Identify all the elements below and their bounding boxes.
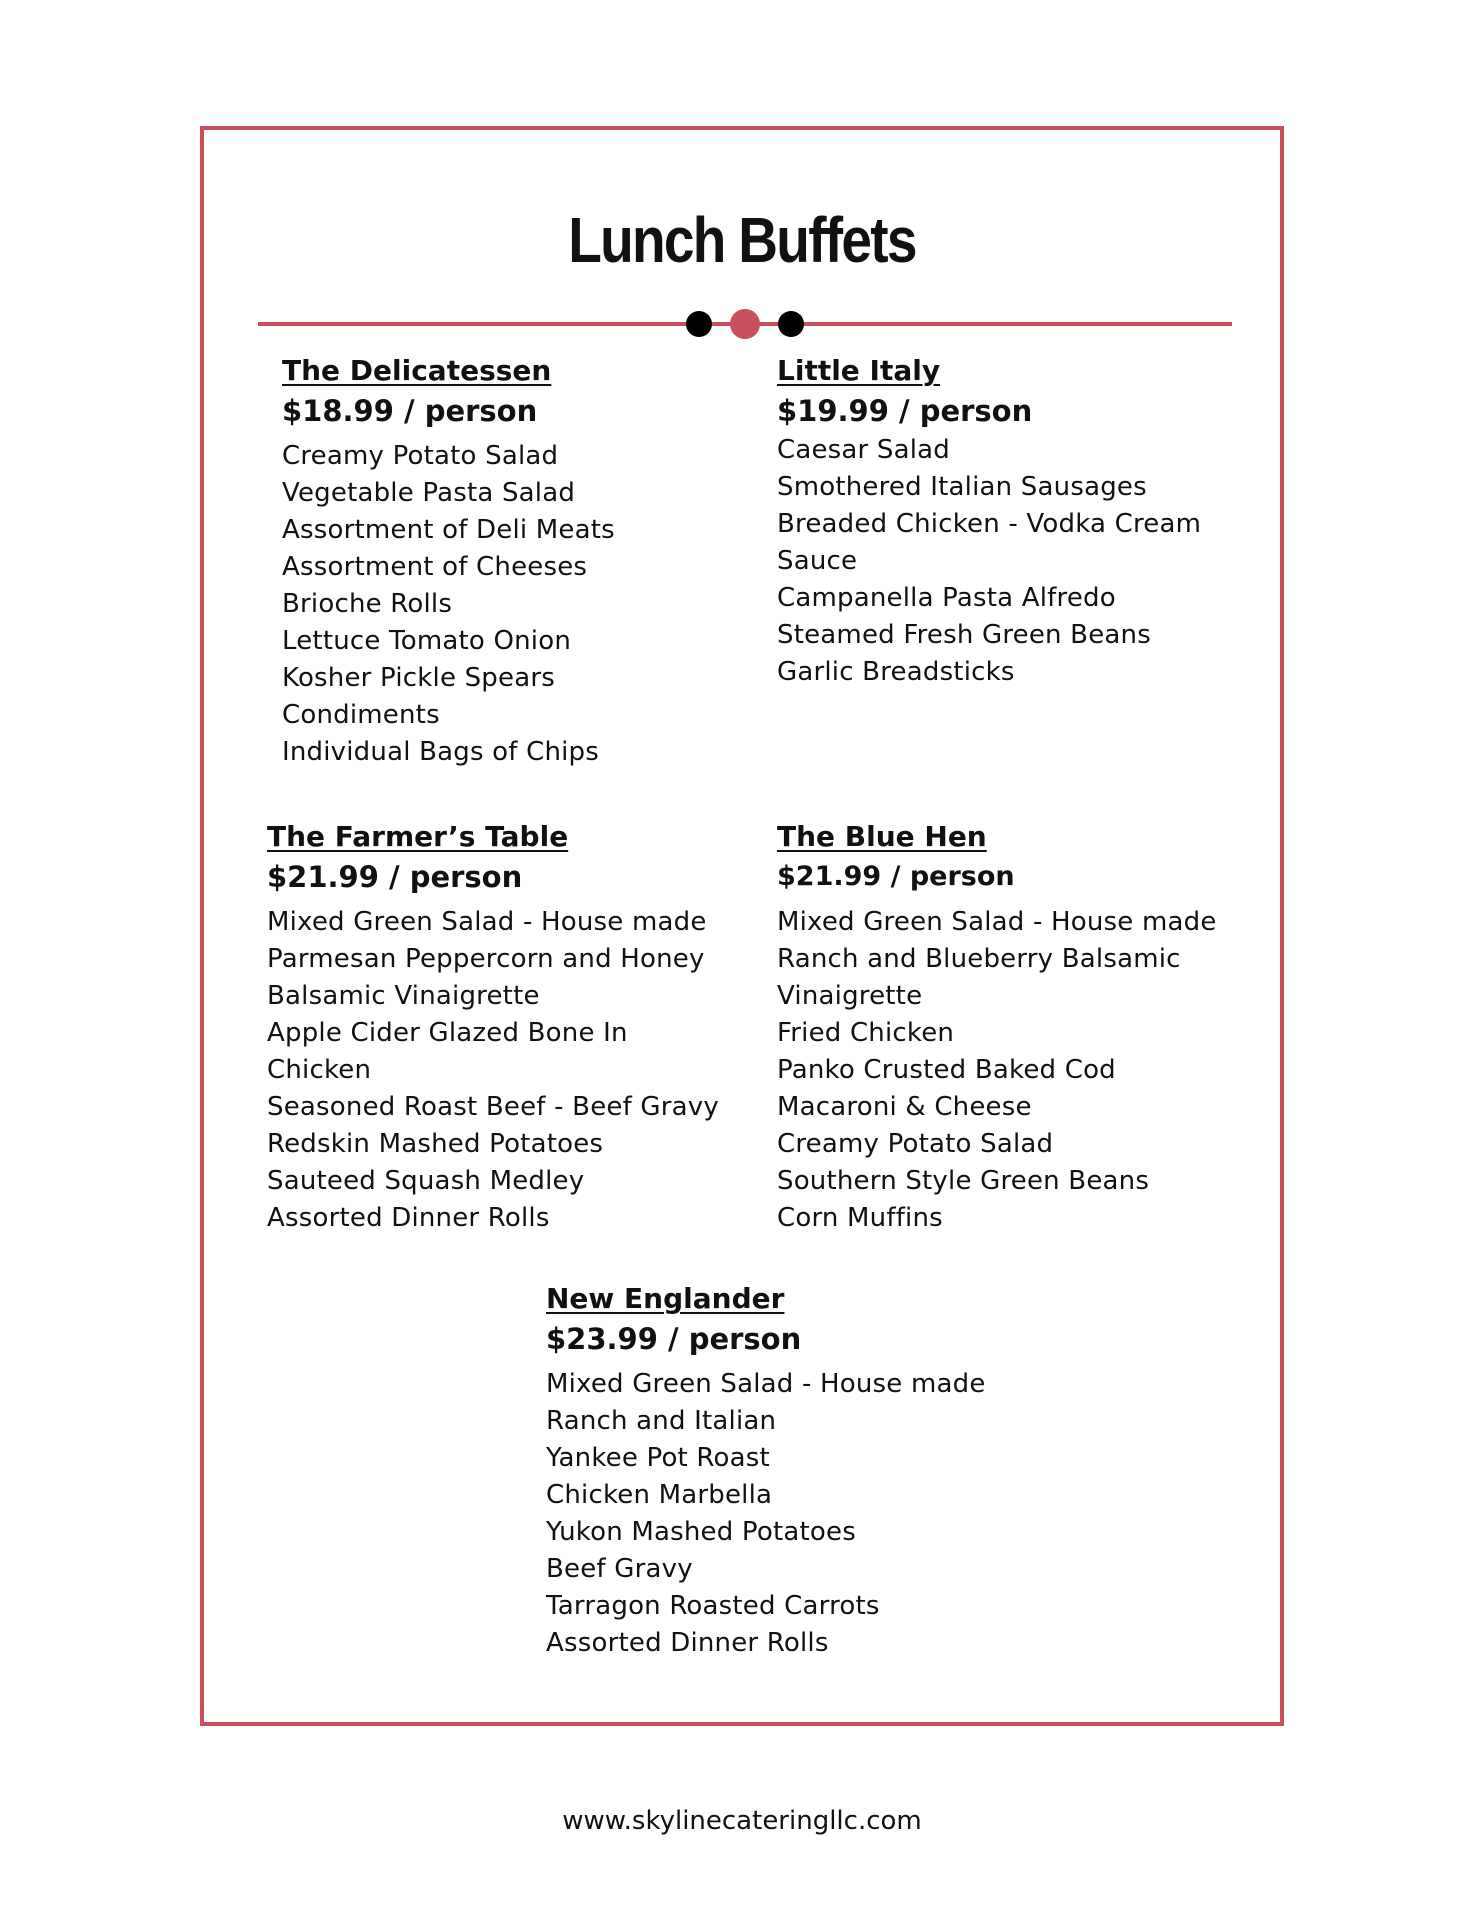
section-price: $23.99 / person bbox=[546, 1322, 802, 1356]
website-url[interactable]: www.skylinecateringllc.com bbox=[562, 1806, 922, 1836]
section-name: The Delicatessen bbox=[282, 354, 552, 387]
menu-item: Redskin Mashed Potatoes bbox=[267, 1129, 604, 1159]
menu-item: Campanella Pasta Alfredo bbox=[777, 583, 1116, 613]
section-name: Little Italy bbox=[777, 354, 941, 387]
menu-item: Vegetable Pasta Salad bbox=[282, 478, 576, 508]
section-little-italy bbox=[777, 352, 1201, 691]
menu-item: Caesar Salad bbox=[777, 435, 951, 465]
menu-item: Kosher Pickle Spears bbox=[282, 663, 555, 693]
menu-item: Ranch and Blueberry Balsamic bbox=[777, 944, 1181, 974]
menu-item: Parmesan Peppercorn and Honey bbox=[267, 944, 705, 974]
divider-dot-center bbox=[730, 309, 760, 339]
menu-item: Creamy Potato Salad bbox=[282, 441, 559, 471]
section-name: The Farmer’s Table bbox=[267, 820, 569, 853]
menu-item: Steamed Fresh Green Beans bbox=[777, 620, 1151, 650]
menu-item: Sauce bbox=[777, 546, 858, 576]
section-price: $18.99 / person bbox=[282, 394, 538, 428]
menu-item: Panko Crusted Baked Cod bbox=[777, 1055, 1116, 1085]
menu-item: Individual Bags of Chips bbox=[282, 737, 600, 767]
section-farmers-table bbox=[267, 818, 719, 1237]
menu-item: Mixed Green Salad - House made bbox=[777, 907, 1217, 937]
menu-item: Tarragon Roasted Carrots bbox=[546, 1591, 880, 1621]
section-new-englander bbox=[546, 1280, 986, 1662]
menu-item: Sauteed Squash Medley bbox=[267, 1166, 585, 1196]
menu-item: Assorted Dinner Rolls bbox=[267, 1203, 550, 1233]
section-price: $19.99 / person bbox=[777, 394, 1033, 428]
menu-item-list bbox=[777, 432, 1201, 691]
menu-item: Ranch and Italian bbox=[546, 1406, 777, 1436]
menu-item: Beef Gravy bbox=[546, 1554, 693, 1584]
menu-item: Brioche Rolls bbox=[282, 589, 453, 619]
section-price: $21.99 / person bbox=[777, 861, 1015, 892]
section-name: The Blue Hen bbox=[777, 820, 987, 853]
section-name: New Englander bbox=[546, 1282, 785, 1315]
menu-item: Smothered Italian Sausages bbox=[777, 472, 1147, 502]
menu-item: Breaded Chicken - Vodka Cream bbox=[777, 509, 1202, 539]
menu-item: Assortment of Cheeses bbox=[282, 552, 588, 582]
section-blue-hen bbox=[777, 818, 1217, 1237]
menu-item: Chicken bbox=[267, 1055, 372, 1085]
menu-item: Corn Muffins bbox=[777, 1203, 943, 1233]
menu-item: Balsamic Vinaigrette bbox=[267, 981, 540, 1011]
menu-item: Assortment of Deli Meats bbox=[282, 515, 615, 545]
page-title: Lunch Buffets bbox=[568, 204, 916, 276]
menu-item-list bbox=[282, 438, 615, 771]
section-price: $21.99 / person bbox=[267, 860, 523, 894]
menu-item: Yukon Mashed Potatoes bbox=[546, 1517, 856, 1547]
menu-item: Yankee Pot Roast bbox=[546, 1443, 770, 1473]
menu-item: Southern Style Green Beans bbox=[777, 1166, 1150, 1196]
menu-item: Macaroni & Cheese bbox=[777, 1092, 1032, 1122]
menu-item-list bbox=[267, 904, 719, 1237]
divider-dot-left bbox=[686, 311, 712, 337]
menu-item: Creamy Potato Salad bbox=[777, 1129, 1054, 1159]
menu-item: Apple Cider Glazed Bone In bbox=[267, 1018, 628, 1048]
menu-item: Garlic Breadsticks bbox=[777, 657, 1015, 687]
menu-item: Vinaigrette bbox=[777, 981, 923, 1011]
section-delicatessen bbox=[282, 352, 615, 771]
menu-item: Seasoned Roast Beef - Beef Gravy bbox=[267, 1092, 719, 1122]
menu-item: Lettuce Tomato Onion bbox=[282, 626, 571, 656]
divider-dot-right bbox=[778, 311, 804, 337]
menu-item: Assorted Dinner Rolls bbox=[546, 1628, 829, 1658]
menu-item-list bbox=[777, 904, 1217, 1237]
menu-item: Mixed Green Salad - House made bbox=[267, 907, 707, 937]
menu-item-list bbox=[546, 1366, 986, 1662]
menu-item: Mixed Green Salad - House made bbox=[546, 1369, 986, 1399]
menu-item: Chicken Marbella bbox=[546, 1480, 773, 1510]
menu-item: Fried Chicken bbox=[777, 1018, 955, 1048]
menu-item: Condiments bbox=[282, 700, 440, 730]
